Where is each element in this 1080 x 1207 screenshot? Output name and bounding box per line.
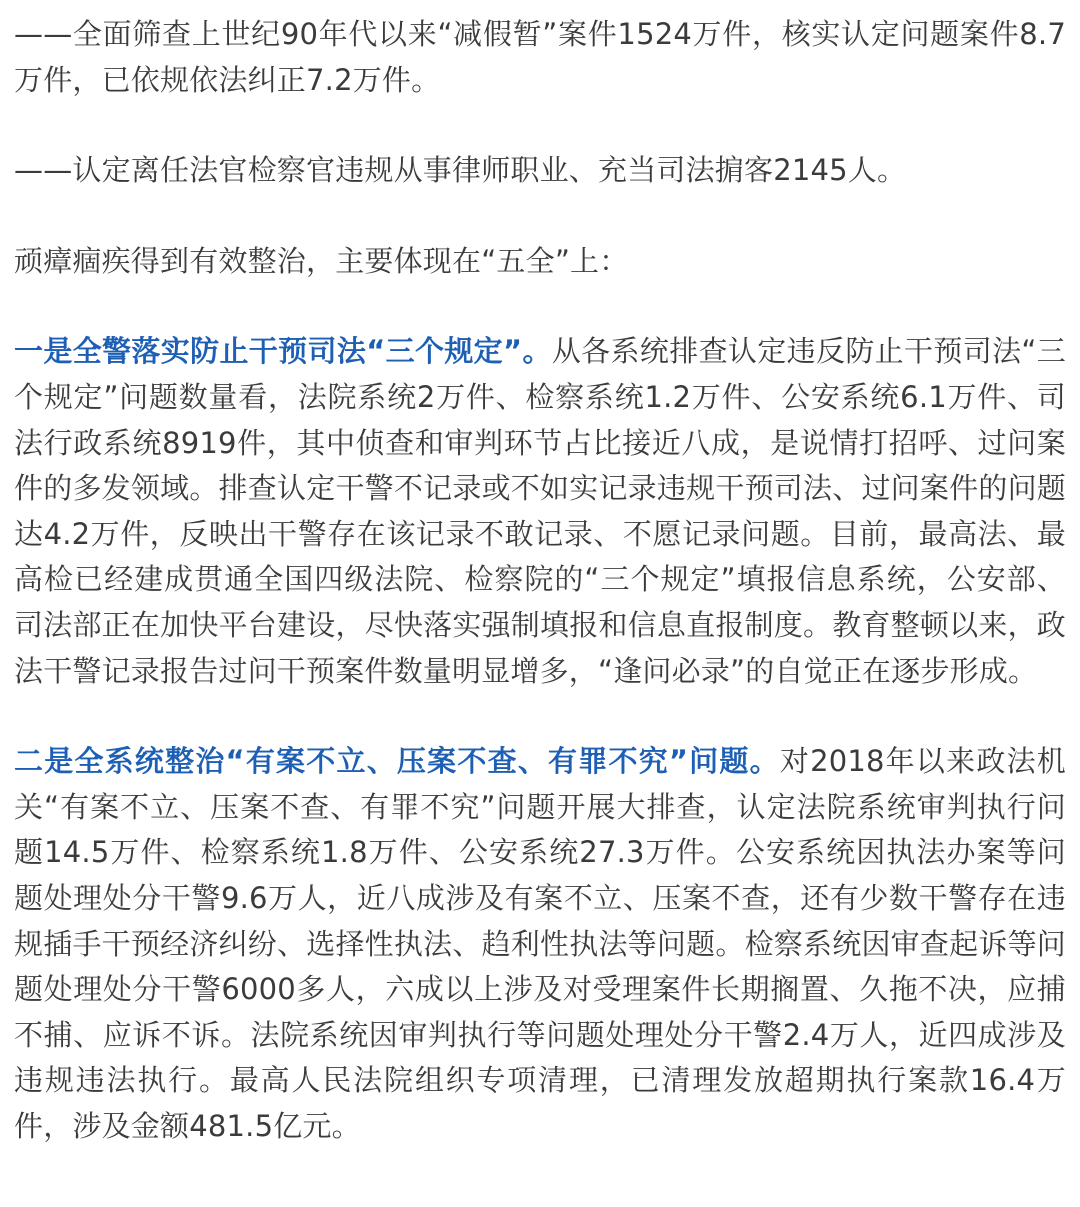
- paragraph-text: 对2018年以来政法机关“有案不立、压案不查、有罪不究”问题开展大排查，认定法院系统审判执行问题14.5万件、检察系统1.8万件、公安系统27.3万件。公安系统因执法办案等问题处理处分干警9.6万人，近八成涉及有案不立、压案不查，还有少数干警存在违规插手干预经济纠纷、选择性执法、趋利性执法等问题。检察系统因审查起诉等问题处理处分干警6000多人，六成以上涉及对受理案件长期搁置、久拖不决，应捕不捕、应诉不诉。法院系统因审判执行等问题处理处分干警2.4万人，近四成涉及违规违法执行。最高人民法院组织专项清理，已清理发放超期执行案款16.4万件，涉及金额481.5亿元。: [14, 744, 1066, 1143]
- paragraph-three-rules: [14, 329, 1066, 694]
- paragraph-gap: [14, 194, 1066, 239]
- paragraph-retired-judges: ——认定离任法官检察官违规从事律师职业、充当司法掮客2145人。: [14, 153, 907, 188]
- paragraph-text: 从各系统排查认定违反防止干预司法“三个规定”问题数量看，法院系统2万件、检察系统1.2万件、公安系统6.1万件、司法行政系统8919件，其中侦查和审判环节占比接近八成，是说情打招呼、过问案件的多发领域。排查认定干警不记录或不如实记录违规干预司法、过问案件的问题达4.2万件，反映出干警存在该记录不敢记录、不愿记录问题。目前，最高法、最高检已经建成贯通全国四级法院、检察院的“三个规定”填报信息系统，公安部、司法部正在加快平台建设，尽快落实强制填报和信息直报制度。教育整顿以来，政法干警记录报告过问干预案件数量明显增多，“逢问必录”的自觉正在逐步形成。: [14, 334, 1067, 688]
- paragraph-gap: [14, 103, 1066, 148]
- paragraph-gap: [14, 694, 1066, 739]
- paragraph-lead-heading: 一是全警落实防止干预司法“三个规定”。: [14, 334, 552, 369]
- paragraph-five-all-intro: 顽瘴痼疾得到有效整治，主要体现在“五全”上：: [14, 243, 629, 278]
- paragraph-reduce-sentence-review: ——全面筛查上世纪90年代以来“减假暂”案件1524万件，核实认定问题案件8.7万件，已依规依法纠正7.2万件。: [14, 17, 1066, 97]
- paragraph-case-rectification: [14, 739, 1066, 1149]
- paragraph-gap: [14, 284, 1066, 329]
- paragraph-lead-heading: 二是全系统整治“有案不立、压案不查、有罪不究”问题。: [14, 744, 780, 779]
